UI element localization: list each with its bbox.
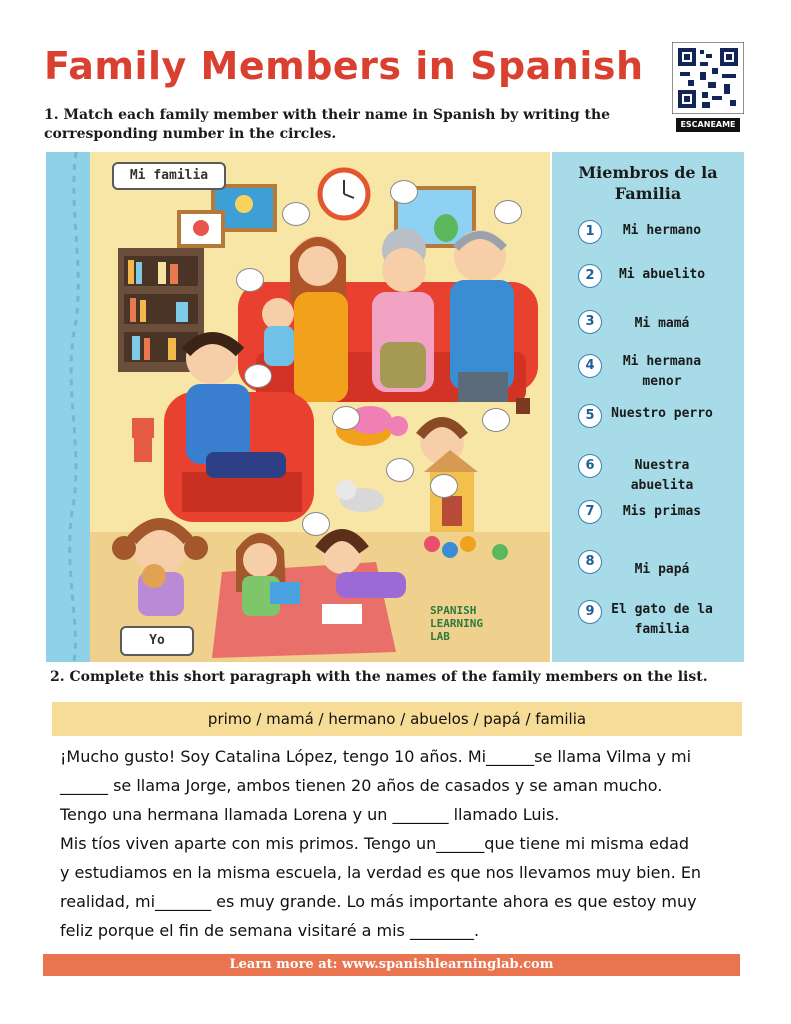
family-scene-drawing bbox=[46, 152, 550, 662]
member-label: Mi papá bbox=[634, 562, 690, 577]
member-label: Mi hermano bbox=[622, 223, 702, 238]
members-sidebar bbox=[552, 152, 744, 662]
answer-circle[interactable] bbox=[494, 200, 522, 224]
member-number: 7 bbox=[578, 500, 602, 524]
member-label: Mi abuelito bbox=[618, 267, 706, 282]
answer-circle[interactable] bbox=[244, 364, 272, 388]
member-number: 5 bbox=[578, 404, 602, 428]
qr-label: ESCANEAME bbox=[676, 118, 740, 132]
member-number: 9 bbox=[578, 600, 602, 624]
member-label: Nuestro perro bbox=[611, 406, 713, 421]
instruction-part-2: 2. Complete this short paragraph with the names of the family members on the list. bbox=[50, 669, 708, 685]
answer-circle[interactable] bbox=[386, 458, 414, 482]
paragraph-line: ¡Mucho gusto! Soy Catalina López, tengo 10 años. Mi______se llama Vilma y mi bbox=[60, 747, 692, 766]
word-bank: primo / mamá / hermano / abuelos / papá / familia bbox=[52, 702, 742, 736]
instruction-part-1: 1. Match each family member with their name in Spanish by writing the corresponding number in the circles. bbox=[44, 107, 611, 142]
member-label: Mi hermana menor bbox=[622, 354, 702, 389]
sidebar-title: Miembros de la Familia bbox=[578, 163, 718, 203]
member-number: 8 bbox=[578, 550, 602, 574]
spanish-learning-lab-logo: SPANISH LEARNING LAB bbox=[430, 604, 483, 643]
paragraph-line: Mis tíos viven aparte con mis primos. Tengo un______que tiene mi misma edad bbox=[60, 834, 690, 853]
paragraph-line: y estudiamos en la misma escuela, la verdad es que nos llevamos muy bien. En bbox=[60, 863, 702, 882]
page-title: Family Members in Spanish bbox=[44, 44, 644, 88]
paragraph-line: realidad, mi_______ es muy grande. Lo más importante ahora es que estoy muy bbox=[60, 892, 697, 911]
member-number: 2 bbox=[578, 264, 602, 288]
member-label: Mi mamá bbox=[634, 316, 690, 331]
answer-circle[interactable] bbox=[482, 408, 510, 432]
paragraph-line: Tengo una hermana llamada Lorena y un _______ llamado Luis. bbox=[60, 805, 560, 824]
answer-circle[interactable] bbox=[302, 512, 330, 536]
footer-link[interactable]: Learn more at: www.spanishlearninglab.com bbox=[43, 954, 740, 976]
answer-circle[interactable] bbox=[390, 180, 418, 204]
family-illustration bbox=[46, 152, 550, 662]
member-label: Mis primas bbox=[622, 504, 702, 519]
member-number: 3 bbox=[578, 310, 602, 334]
answer-circle[interactable] bbox=[332, 406, 360, 430]
qr-code-icon bbox=[672, 42, 744, 114]
fill-in-paragraph bbox=[60, 742, 740, 945]
member-number: 4 bbox=[578, 354, 602, 378]
member-number: 6 bbox=[578, 454, 602, 478]
member-number: 1 bbox=[578, 220, 602, 244]
paragraph-line: ______ se llama Jorge, ambos tienen 20 años de casados y se aman mucho. bbox=[60, 776, 663, 795]
answer-circle[interactable] bbox=[236, 268, 264, 292]
member-label: El gato de la familia bbox=[611, 602, 713, 637]
tag-me: Yo bbox=[120, 626, 194, 656]
answer-circle[interactable] bbox=[430, 474, 458, 498]
paragraph-line: feliz porque el fin de semana visitaré a mis ________. bbox=[60, 921, 480, 940]
member-label: Nuestra abuelita bbox=[630, 458, 694, 493]
tag-my-family: Mi familia bbox=[112, 162, 226, 190]
answer-circle[interactable] bbox=[282, 202, 310, 226]
